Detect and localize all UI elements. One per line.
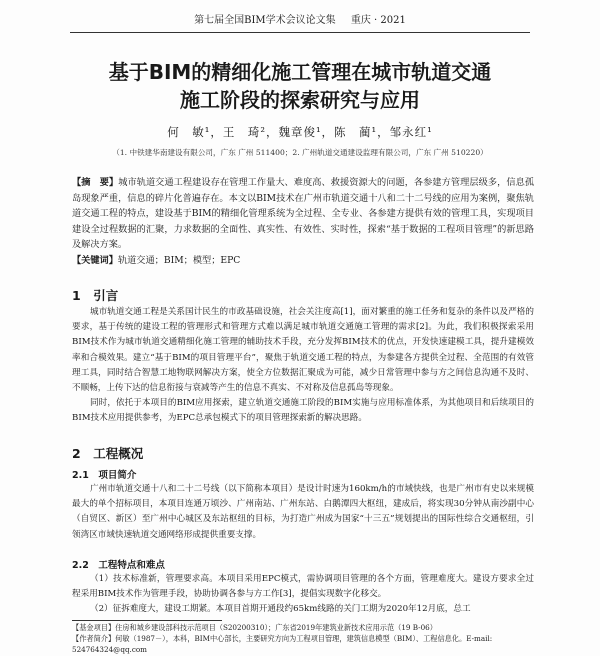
running-header [70,12,530,33]
footnotes [72,622,534,655]
author-list: 何 敏¹，王 琦²，魏章俊¹，陈 蔺¹，邹永红¹ [167,125,433,139]
keywords-label: 【关键词】 [72,255,118,266]
keywords-text: 轨道交通；BIM；模型；EPC [117,255,241,266]
section-2-heading: 2 工程概况 [72,446,144,461]
affiliation: （1. 中铁建华南建设有限公司，广东 广州 511400；2. 广州轨道交通建设监理有限公司，广东 广州 510220） [112,148,488,157]
abstract [72,175,534,253]
subsection-2-2-heading: 2.2 工程特点和难点 [72,560,165,571]
author-email: 524764324@qq.com [72,645,147,654]
section-1-paragraph-2: 同时，依托于本项目的BIM应用探索，建立轨道交通施工阶段的BIM实施与应用标准体系，为其他项目和后续项目的BIM技术应用提供参考，为EPC总承包模式下的项目管理探索新的解决思路。 [72,398,534,424]
subsection-2-2-body [72,572,534,618]
title-line-2: 施工阶段的探索研究与应用 [180,88,420,112]
section-1-body [72,305,534,427]
subsection-2-1-body [72,482,534,543]
subsection-2-1-heading: 2.1 项目简介 [72,470,137,481]
author-footnote: 【作者简介】何敏（1987－），本科，BIM中心部长，主要研究方向为工程项目管理，建筑信息模型（BIM）、工程信息化。E-mail: [72,634,493,643]
footnote-divider [72,620,222,621]
abstract-text: 城市轨道交通工程建设存在管理工作量大、难度高、救援资源大的问题，各参建方管理层级多，信息孤岛现象严重，信息的碎片化普遍存在。本文以BIM技术在广州市轨道交通十八和二十二号线的应用为案例，聚焦轨道交通工程的特点，建设基于BIM的精细化管理系统为全过程、全专业、各参建方提供有效的管理工具，实现项目建设全过程数据的汇聚，力求数据的全面性、真实性、有效性、实时性，探索“基于数据的工程项目管理”的新思路及解决方案。 [72,177,535,250]
abstract-label: 【摘 要】 [72,177,119,188]
section-1-paragraph-1: 城市轨道交通工程是关系国计民生的市政基础设施，社会关注度高[1]，面对繁重的施工任务和复杂的条件以及严格的要求，基于传统的建设工程的管理形式和管理方式难以满足城市轨道交通施工管理的需求[2]。为此，我们积极探索采用BIM技术作为城市轨道交通精细化施工管理的辅助技术手段，充分发挥BIM技术的优点，开发快速建模工具，提升建模效率和合模效果。建立“基于BIM的项目管理平台”，聚焦于轨道交通工程的特点，为参建各方提供全过程、全范围的有效管理工具，同时结合智慧工地物联网解决方案，使全方位数据汇聚成为可能，减少日常管理中参与方之间信息沟通不及时、不顺畅，上传下达的信息衔接与衰减等产生的信息不真实、不对称及信息孤岛等现象。 [72,307,534,394]
title-line-1: 基于BIM的精细化施工管理在城市轨道交通 [108,60,492,84]
subsection-2-2-item-2: （2）征拆难度大，建设工期紧。本项目首期开通段约65km线路的关门工期为2020年12月底，总工 [90,604,471,615]
conference-name: 第七届全国BIM学术会议论文集 [194,15,336,26]
conference-city: 重庆 · 2021 [350,15,406,26]
fund-footnote: 【基金项目】住房和城乡建设部科技示范项目（S20200310）；广东省2019年建筑业新技术应用示范（19 B-06） [72,623,437,632]
paper-title [40,58,560,114]
keywords [72,253,534,268]
section-1-heading: 1 引言 [72,288,119,303]
subsection-2-2-item-1: （1）技术标准新，管理要求高。本项目采用EPC模式，需协调项目管理的各个方面，管理难度大。建设方要求全过程采用BIM技术作为管理手段，协助协调各参与方工作[3]，提倡实现数字化移交。 [72,574,534,600]
subsection-2-1-paragraph: 广州市轨道交通十八和二十二号线（以下简称本项目）是设计时速为160km/h的市域快线，也是广州市有史以来规模最大的单个招标项目，本项目连通万顷沙、广州南站、广州东站、白鹅潭四大枢纽，建成后，将实现30分钟从南沙副中心（自贸区、新区）至广州中心城区及东站枢纽的目标，为打造广州成为国家“十三五”规划提出的国际性综合交通枢纽，引领湾区市域快速轨道交通网络形成提供重要支撑。 [72,484,534,540]
